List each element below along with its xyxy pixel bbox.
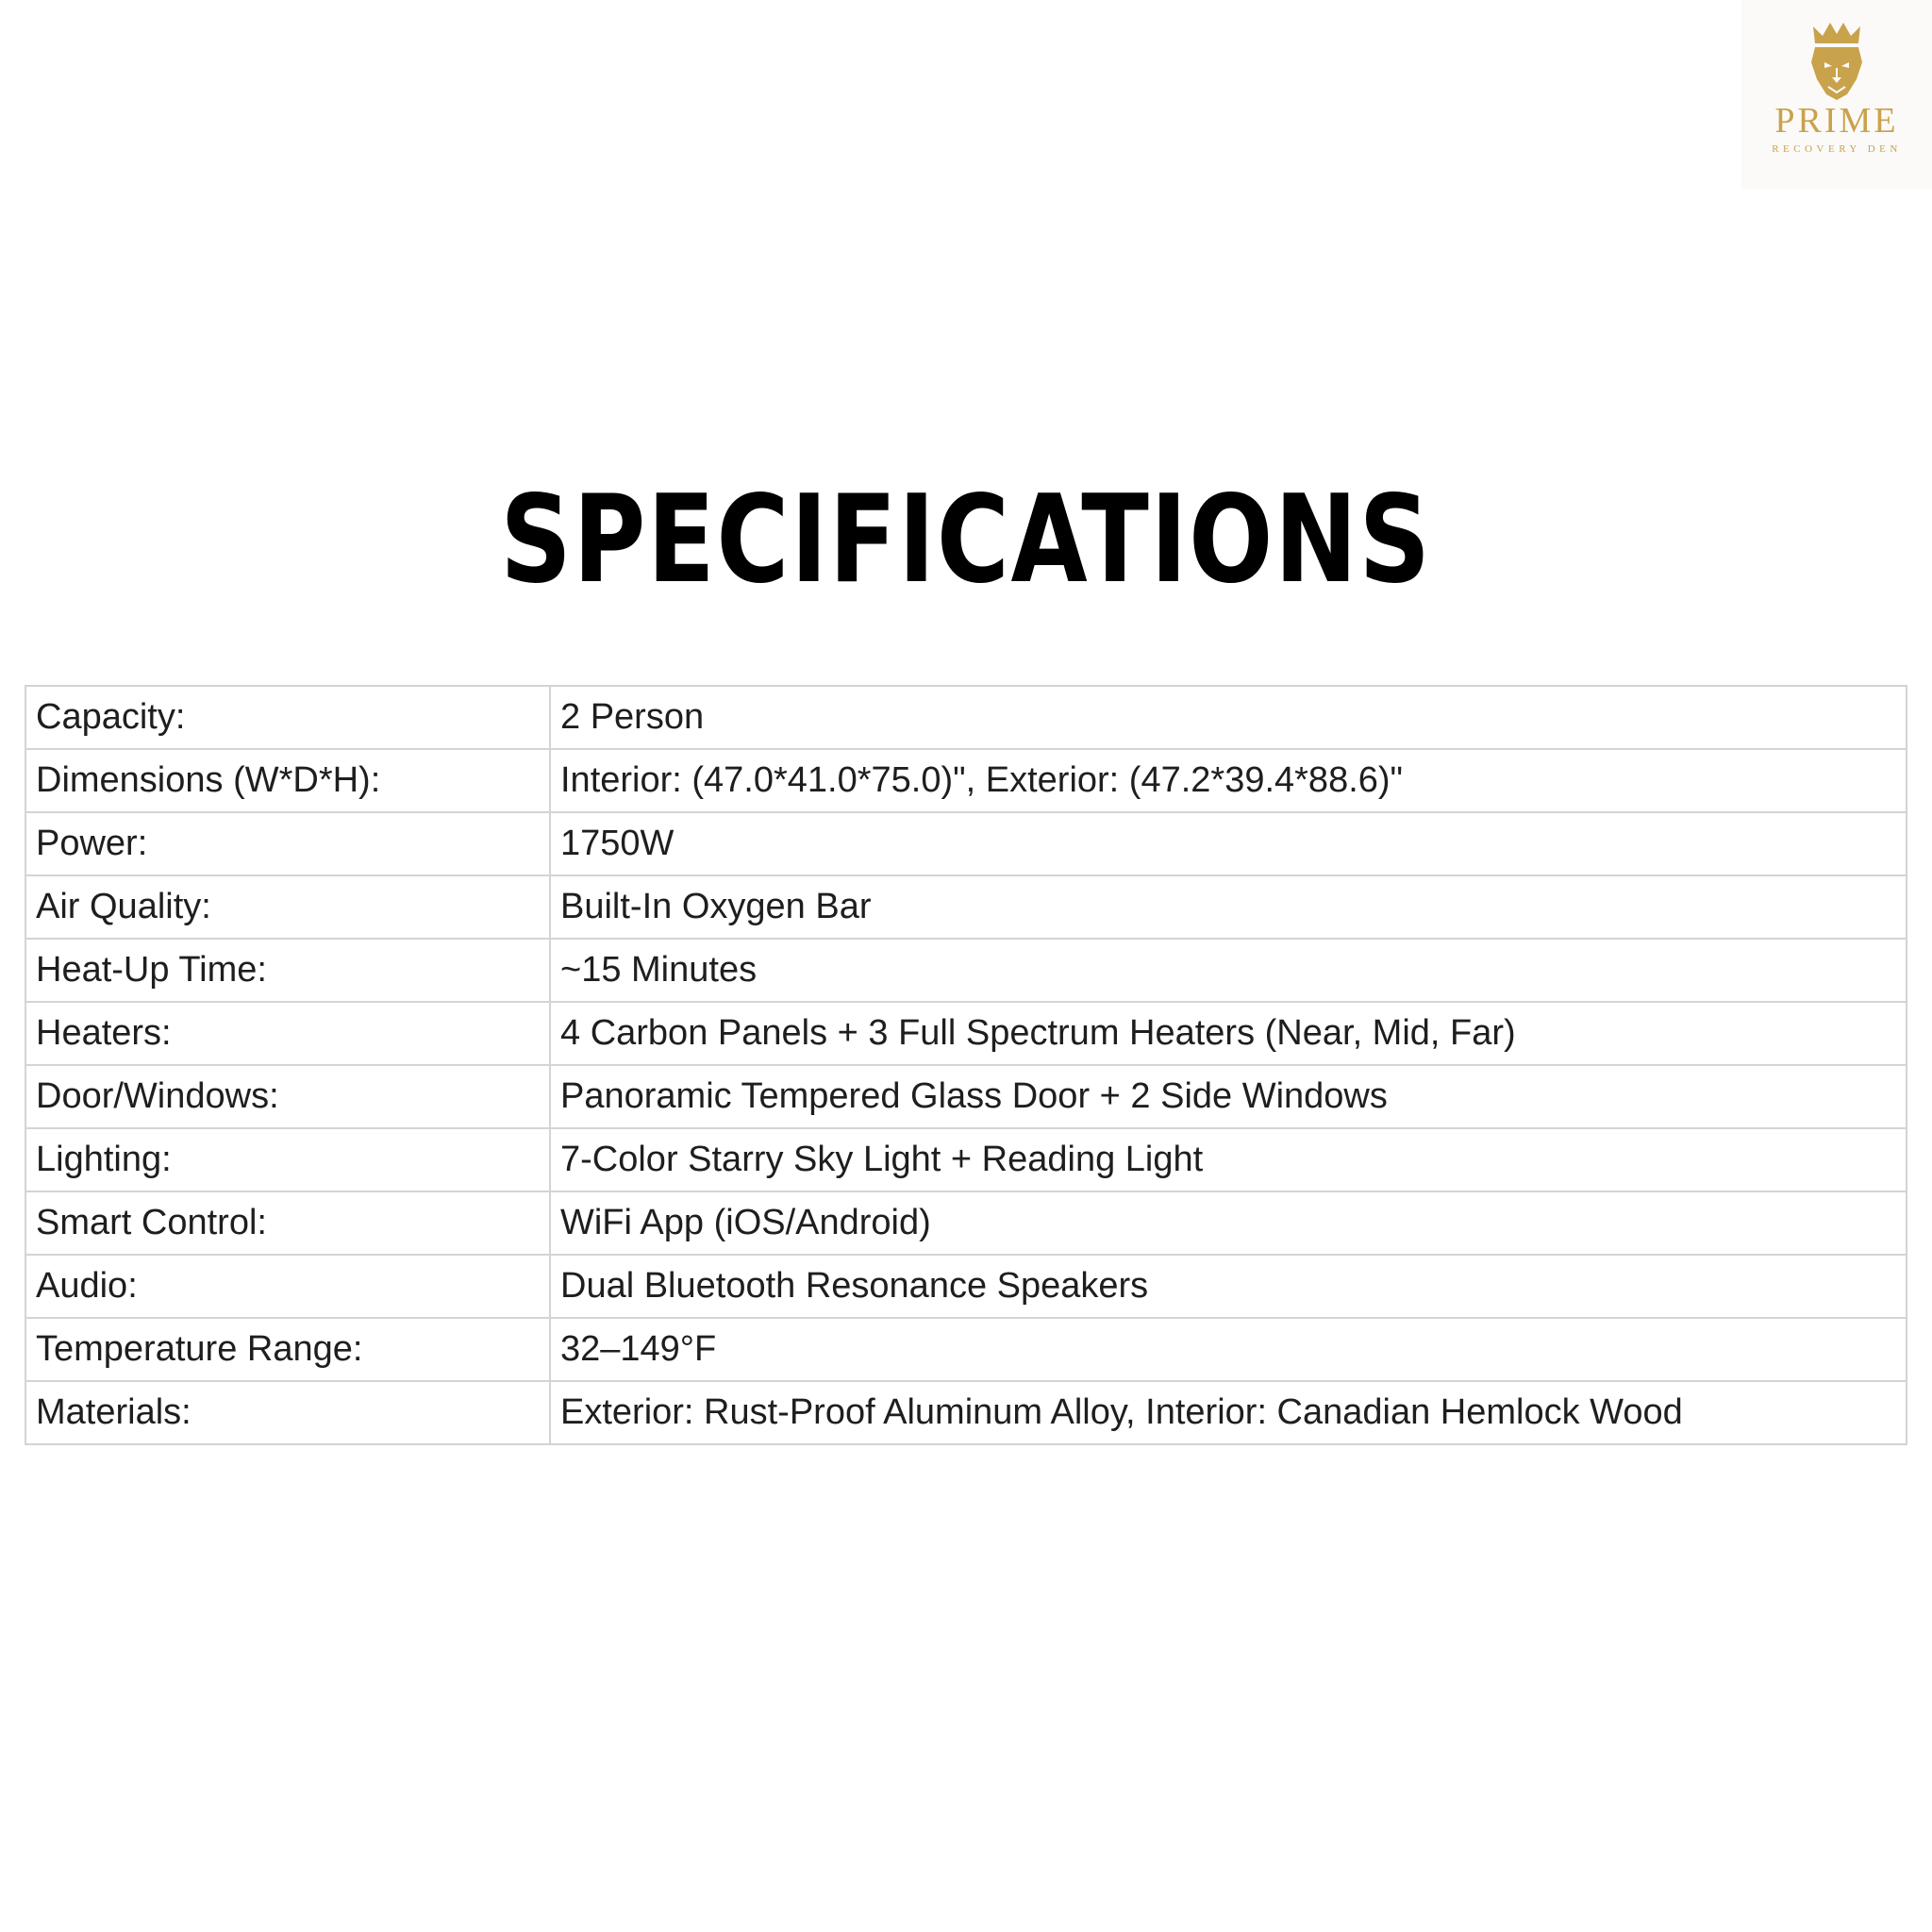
table-row: [25, 939, 1907, 1002]
spec-value: Exterior: Rust-Proof Aluminum Alloy, Interior: Canadian Hemlock Wood: [550, 1381, 1907, 1444]
logo-subtitle: RECOVERY DEN: [1772, 143, 1902, 155]
spec-value: WiFi App (iOS/Android): [550, 1191, 1907, 1255]
spec-value: Built-In Oxygen Bar: [550, 875, 1907, 939]
specifications-table: [25, 685, 1907, 1445]
table-row: [25, 875, 1907, 939]
spec-value: Panoramic Tempered Glass Door + 2 Side Windows: [550, 1065, 1907, 1128]
table-row: [25, 1128, 1907, 1191]
spec-value: 4 Carbon Panels + 3 Full Spectrum Heaters (Near, Mid, Far): [550, 1002, 1907, 1065]
table-row: [25, 686, 1907, 749]
spec-label: Audio:: [25, 1255, 550, 1318]
spec-label: Heat-Up Time:: [25, 939, 550, 1002]
spec-label: Capacity:: [25, 686, 550, 749]
page-title: SPECIFICATIONS: [500, 470, 1432, 610]
table-row: [25, 1255, 1907, 1318]
table-row: [25, 1318, 1907, 1381]
table-row: [25, 749, 1907, 812]
table-row: [25, 1065, 1907, 1128]
spec-label: Door/Windows:: [25, 1065, 550, 1128]
lion-crown-icon: [1806, 21, 1868, 102]
spec-value: ~15 Minutes: [550, 939, 1907, 1002]
spec-label: Temperature Range:: [25, 1318, 550, 1381]
table-row: [25, 1002, 1907, 1065]
table-row: [25, 1381, 1907, 1444]
table-row: [25, 812, 1907, 875]
spec-value: 2 Person: [550, 686, 1907, 749]
spec-label: Lighting:: [25, 1128, 550, 1191]
brand-logo: [1741, 0, 1932, 189]
spec-value: 7-Color Starry Sky Light + Reading Light: [550, 1128, 1907, 1191]
logo-wordmark: PRIME: [1774, 101, 1899, 141]
spec-label: Materials:: [25, 1381, 550, 1444]
spec-label: Air Quality:: [25, 875, 550, 939]
table-row: [25, 1191, 1907, 1255]
spec-value: 1750W: [550, 812, 1907, 875]
spec-value: Dual Bluetooth Resonance Speakers: [550, 1255, 1907, 1318]
spec-label: Heaters:: [25, 1002, 550, 1065]
spec-label: Smart Control:: [25, 1191, 550, 1255]
spec-label: Dimensions (W*D*H):: [25, 749, 550, 812]
spec-label: Power:: [25, 812, 550, 875]
spec-value: Interior: (47.0*41.0*75.0)", Exterior: (47.2*39.4*88.6)": [550, 749, 1907, 812]
spec-value: 32–149°F: [550, 1318, 1907, 1381]
